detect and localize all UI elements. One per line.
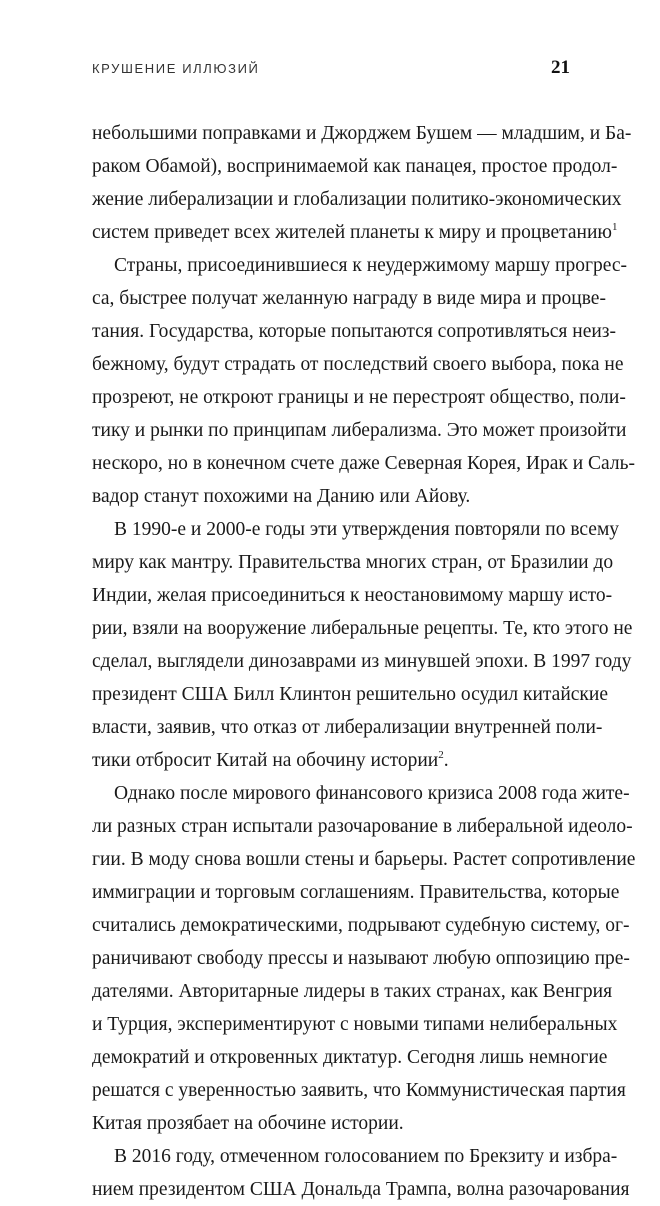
paragraph (92, 777, 636, 1140)
paragraph (92, 513, 633, 777)
page-number: 21 (551, 57, 570, 78)
page-header (92, 57, 570, 81)
text-line: гии. В моду снова вошли стены и барьеры. Растет сопротивление (92, 849, 636, 870)
footnote-marker[interactable]: 1 (611, 221, 618, 233)
paragraph (92, 1140, 630, 1206)
text-line: демократий и откровенных диктатур. Сегодня лишь немногие (92, 1047, 608, 1068)
text-line: нескоро, но в конечном счете даже Северная Корея, Ирак и Саль- (92, 453, 635, 474)
text-line: раничивают свободу прессы и называют любую оппозицию пре- (92, 948, 630, 969)
paragraph (92, 249, 635, 513)
footnote-marker[interactable]: 2 (438, 749, 444, 761)
text-line: иммиграции и торговым соглашениям. Правительства, которые (92, 882, 620, 903)
text-line: Китая прозябает на обочине истории. (92, 1113, 404, 1134)
text-line: тания. Государства, которые попытаются сопротивляться неиз- (92, 321, 616, 342)
paragraph (92, 117, 632, 249)
text-line: решатся с уверенностью заявить, что Коммунистическая партия (92, 1080, 626, 1101)
text-line: тику и рынки по принципам либерализма. Это может произойти (92, 420, 627, 441)
text-line: бежному, будут страдать от последствий своего выбора, пока не (92, 354, 624, 375)
text-line: дателями. Авторитарные лидеры в таких странах, как Венгрия (92, 981, 613, 1002)
running-title: КРУШЕНИЕ ИЛЛЮЗИЙ (92, 61, 260, 76)
text-line: миру как мантру. Правительства многих стран, от Бразилии до (92, 552, 614, 573)
text-line: систем приведет всех жителей планеты к миру и процветанию$^1$ (92, 221, 618, 243)
text-line: считались демократическими, подрывают судебную систему, ог- (92, 915, 630, 936)
text-line: В 2016 году, отмеченном голосованием по Брекзиту и избра- (114, 1146, 618, 1167)
text-line: и Турция, экспериментируют с новыми типами нелиберальных (92, 1014, 618, 1035)
text-line: тики отбросит Китай на обочину истории$^2$. (92, 749, 449, 771)
text-line: жение либерализации и глобализации политико-экономических (92, 189, 622, 210)
text-line: нием президентом США Дональда Трампа, волна разочарования (92, 1179, 630, 1200)
text-line: В 1990-е и 2000-е годы эти утверждения повторяли по всему (114, 519, 620, 540)
text-line: рии, взяли на вооружение либеральные рецепты. Те, кто этого не (92, 618, 633, 639)
text-line: ли разных стран испытали разочарование в либеральной идеоло- (92, 816, 633, 837)
text-line: вадор станут похожими на Данию или Айову. (92, 486, 471, 507)
text-line: раком Обамой), воспринимаемой как панацея, простое продол- (92, 156, 618, 177)
text-line: Страны, присоединившиеся к неудержимому маршу прогрес- (114, 255, 628, 276)
text-line: небольшими поправками и Джорджем Бушем — младшим, и Ба- (92, 123, 632, 144)
text-line: сделал, выглядели динозаврами из минувшей эпохи. В 1997 году (92, 651, 632, 672)
text-line: президент США Билл Клинтон решительно осудил китайские (92, 684, 608, 705)
text-line: прозреют, не откроют границы и не перестроят общество, поли- (92, 387, 626, 408)
text-line: власти, заявив, что отказ от либерализации внутренней поли- (92, 717, 603, 738)
body-text (92, 117, 636, 1206)
text-line: Однако после мирового финансового кризиса 2008 года жите- (114, 783, 630, 804)
text-line: са, быстрее получат желанную награду в виде мира и процве- (92, 288, 606, 309)
text-line: Индии, желая присоединиться к неостановимому маршу исто- (92, 585, 613, 606)
